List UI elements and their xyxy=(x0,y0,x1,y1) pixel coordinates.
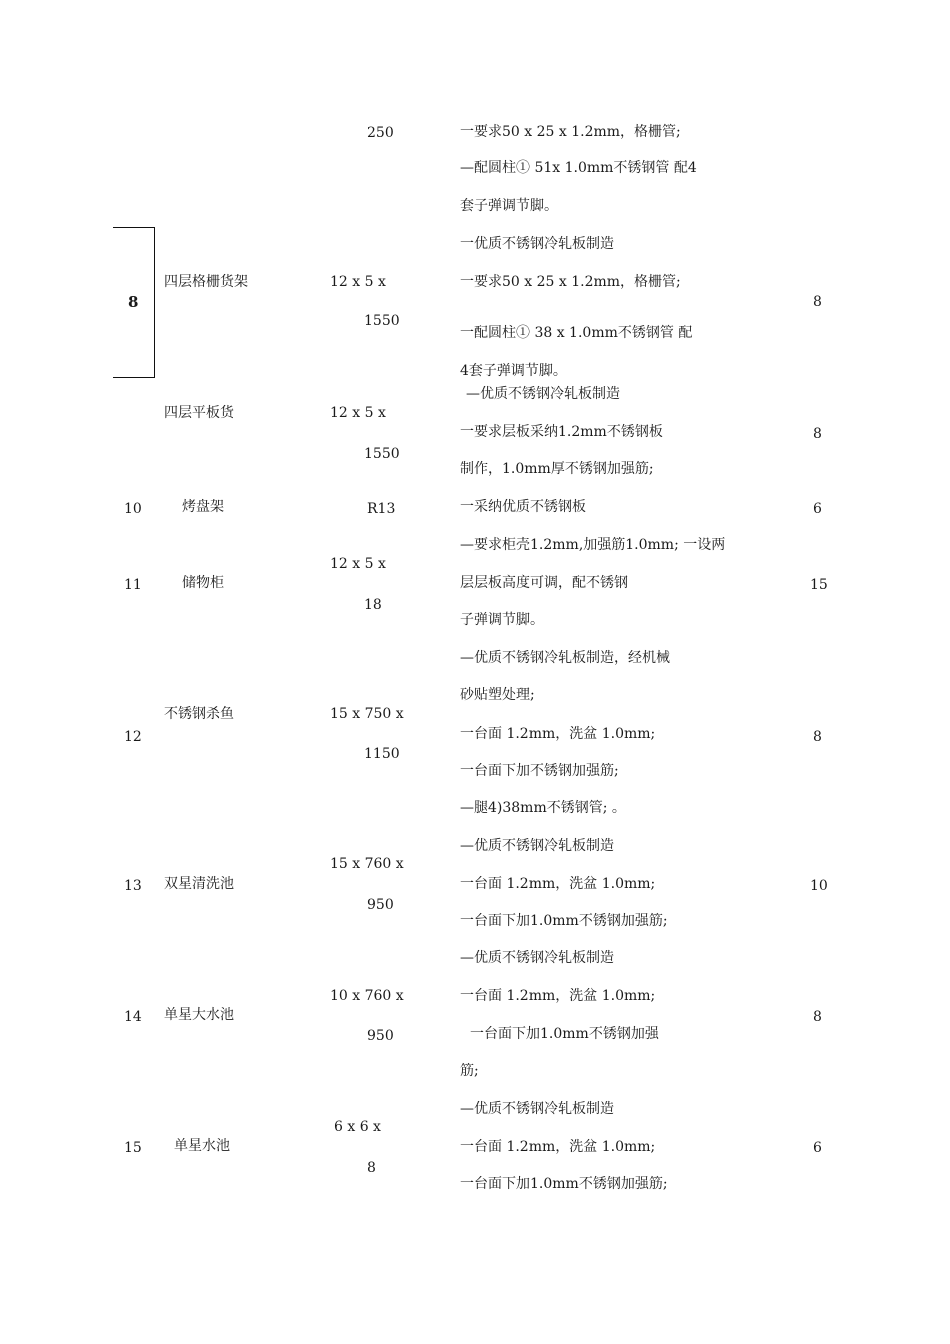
row14-desc-1: —优质不锈钢冷轧板制造 xyxy=(460,950,614,966)
row11-desc-1: —要求柜壳1.2mm,加强筋1.0mm; 一设两 xyxy=(460,537,726,553)
row8-number: 8 xyxy=(128,293,139,311)
row15-desc-1: —优质不锈钢冷轧板制造 xyxy=(460,1101,614,1117)
row7-size-1: 250 xyxy=(367,125,394,141)
row14-qty: 8 xyxy=(813,1009,822,1025)
row15-qty: 6 xyxy=(813,1140,822,1156)
bracket-top-line xyxy=(113,227,155,228)
row10-name: 烤盘架 xyxy=(182,499,224,515)
row12-number: 12 xyxy=(124,729,142,745)
row15-size-1: 6 x 6 x xyxy=(334,1119,381,1135)
row7-desc-3: 套子弹调节脚。 xyxy=(460,198,558,214)
row12-desc-3: 一台面 1.2mm，洗盆 1.0mm; xyxy=(460,726,656,742)
row8-desc-2: 一要求50 x 25 x 1.2mm，格栅管; xyxy=(460,274,681,290)
row14-size-2: 950 xyxy=(367,1028,394,1044)
row11-size-1: 12 x 5 x xyxy=(330,556,386,572)
row14-desc-4: 筋; xyxy=(460,1063,479,1079)
row14-size-1: 10 x 760 x xyxy=(330,988,404,1004)
row15-name: 单星水池 xyxy=(174,1138,230,1154)
row15-desc-2: 一台面 1.2mm，洗盆 1.0mm; xyxy=(460,1139,656,1155)
row9-desc-2: 一要求层板采纳1.2mm不锈钢板 xyxy=(460,424,663,440)
row13-name: 双星清洗池 xyxy=(164,876,234,892)
row14-desc-2: 一台面 1.2mm，洗盆 1.0mm; xyxy=(460,988,656,1004)
row12-size-2: 1150 xyxy=(364,746,400,762)
bracket-bottom-line xyxy=(113,377,155,378)
row11-qty: 15 xyxy=(810,577,828,593)
row11-name: 储物柜 xyxy=(182,575,224,591)
row11-desc-3: 子弹调节脚。 xyxy=(460,612,544,628)
row10-qty: 6 xyxy=(813,501,822,517)
row12-qty: 8 xyxy=(813,729,822,745)
row7-desc-1: 一要求50 x 25 x 1.2mm，格栅管; xyxy=(460,124,681,140)
row8-size-2: 1550 xyxy=(364,313,400,329)
row13-desc-2: 一台面 1.2mm，洗盆 1.0mm; xyxy=(460,876,656,892)
row15-desc-3: 一台面下加1.0mm不锈钢加强筋; xyxy=(460,1176,668,1192)
row9-desc-3: 制作，1.0mm厚不锈钢加强筋; xyxy=(460,461,654,477)
row11-number: 11 xyxy=(124,577,142,593)
row13-desc-3: 一台面下加1.0mm不锈钢加强筋; xyxy=(460,913,668,929)
row8-desc-1: 一优质不锈钢冷轧板制造 xyxy=(460,236,614,252)
row12-desc-5: —腿4)38mm不锈钢管; 。 xyxy=(460,800,626,816)
row10-desc-1: 一采纳优质不锈钢板 xyxy=(460,499,586,515)
row13-desc-1: —优质不锈钢冷轧板制造 xyxy=(460,838,614,854)
row13-size-1: 15 x 760 x xyxy=(330,856,404,872)
row8-desc-4: 4套子弹调节脚。 xyxy=(460,363,567,379)
row9-size-1: 12 x 5 x xyxy=(330,405,386,421)
row7-desc-2: —配圆柱① 51x 1.0mm不锈钢管 配4 xyxy=(460,160,697,176)
row8-size-1: 12 x 5 x xyxy=(330,274,386,290)
row15-size-2: 8 xyxy=(367,1160,376,1176)
row12-desc-1: —优质不锈钢冷轧板制造，经机械 xyxy=(460,650,670,666)
row9-size-2: 1550 xyxy=(364,446,400,462)
row14-desc-3: 一台面下加1.0mm不锈钢加强 xyxy=(470,1026,659,1042)
row12-name: 不锈钢杀鱼 xyxy=(164,706,234,722)
row9-desc-1: —优质不锈钢冷轧板制造 xyxy=(466,386,620,402)
bracket-vertical-line xyxy=(154,227,155,378)
row11-desc-2: 层层板高度可调，配不锈钢 xyxy=(460,575,628,591)
row13-qty: 10 xyxy=(810,878,828,894)
row8-qty: 8 xyxy=(813,294,822,310)
row12-desc-2: 砂贴塑处理; xyxy=(460,687,535,703)
row12-desc-4: 一台面下加不锈钢加强筋; xyxy=(460,763,619,779)
row9-qty: 8 xyxy=(813,426,822,442)
row13-number: 13 xyxy=(124,878,142,894)
row15-number: 15 xyxy=(124,1140,142,1156)
row12-size-1: 15 x 750 x xyxy=(330,706,404,722)
row14-name: 单星大水池 xyxy=(164,1007,234,1023)
row10-size: R13 xyxy=(367,501,396,517)
row13-size-2: 950 xyxy=(367,897,394,913)
row8-desc-3: 一配圆柱① 38 x 1.0mm不锈钢管 配 xyxy=(460,325,693,341)
row14-number: 14 xyxy=(124,1009,142,1025)
row11-size-2: 18 xyxy=(364,597,382,613)
row9-name: 四层平板货 xyxy=(164,405,234,421)
row8-name: 四层格栅货架 xyxy=(164,274,248,290)
row10-number: 10 xyxy=(124,501,142,517)
